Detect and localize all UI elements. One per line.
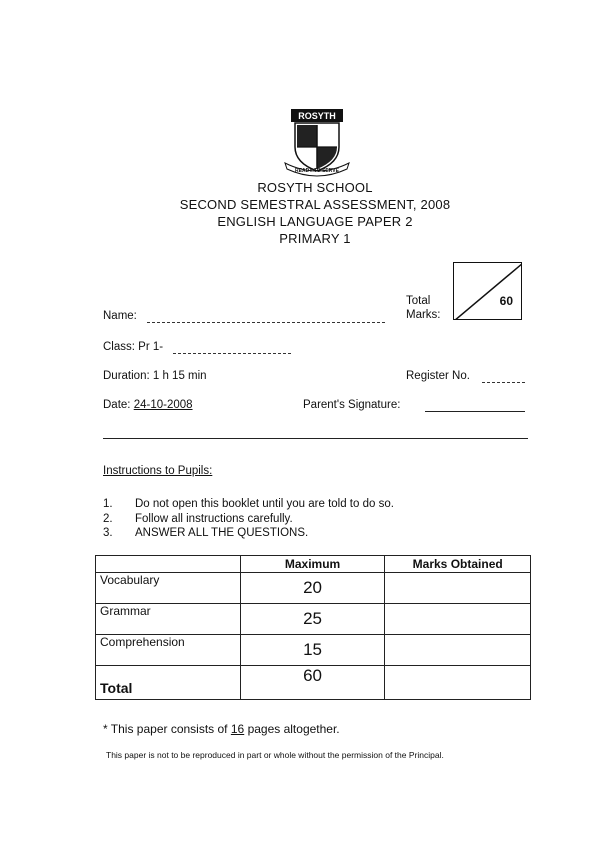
name-field-line[interactable]: [147, 322, 385, 323]
table-header-cell: [96, 556, 241, 573]
instruction-item: 1. Do not open this booklet until you are told to do so.: [103, 498, 394, 510]
copyright-notice: This paper is not to be reproduced in part or whole without the permission of the Principal.: [106, 750, 444, 760]
register-label: Register No.: [406, 370, 470, 382]
separator-line: [103, 438, 528, 439]
section-name: Vocabulary: [96, 573, 241, 604]
duration-text: Duration: 1 h 15 min: [103, 370, 207, 382]
school-crest-logo: [283, 107, 351, 177]
section-name: Grammar: [96, 604, 241, 635]
svg-text:READY TO SERVE: READY TO SERVE: [295, 168, 339, 174]
table-row: [96, 604, 531, 635]
date-value: 24-10-2008: [133, 399, 193, 411]
section-obtained[interactable]: [385, 573, 531, 604]
instructions-list: [103, 497, 394, 541]
level-title: PRIMARY 1: [279, 231, 351, 246]
class-field-line[interactable]: [173, 353, 291, 354]
section-max: 25: [240, 604, 385, 635]
table-row: [96, 635, 531, 666]
total-marks-value: 60: [499, 294, 513, 308]
class-label: Class: Pr 1-: [103, 341, 164, 353]
instruction-item: 2. Follow all instructions carefully.: [103, 512, 293, 525]
section-obtained[interactable]: [385, 604, 531, 635]
section-max: 15: [240, 635, 385, 666]
instruction-item: 3. ANSWER ALL THE QUESTIONS.: [103, 527, 309, 539]
table-header-cell: Maximum: [240, 556, 385, 573]
total-marks-box: [453, 262, 522, 320]
signature-label: Parent's Signature:: [303, 399, 401, 411]
instructions-heading: Instructions to Pupils:: [103, 465, 213, 477]
paper-title: ENGLISH LANGUAGE PAPER 2: [217, 214, 413, 229]
total-label: Total: [406, 295, 431, 307]
section-max: 20: [240, 573, 385, 604]
date-text: Date: 24-10-2008: [103, 399, 193, 411]
table-row: [96, 573, 531, 604]
section-obtained[interactable]: [385, 635, 531, 666]
total-row-max: 60: [240, 666, 385, 700]
signature-field-line[interactable]: [425, 411, 525, 412]
marks-label: Marks:: [406, 309, 441, 321]
duration-value: 1 h 15 min: [152, 370, 207, 382]
school-name: ROSYTH SCHOOL: [257, 180, 373, 195]
register-field-line[interactable]: [482, 382, 525, 383]
svg-text:ROSYTH: ROSYTH: [298, 111, 336, 121]
pages-count: 16: [230, 722, 245, 736]
marks-table: [95, 555, 531, 700]
table-header-row: [96, 556, 531, 573]
total-row-label: Total: [96, 666, 241, 700]
total-row-obtained[interactable]: [385, 666, 531, 700]
assessment-title: SECOND SEMESTRAL ASSESSMENT, 2008: [179, 197, 451, 212]
name-label: Name:: [103, 310, 137, 322]
table-row-total: [96, 666, 531, 700]
pages-note: * This paper consists of 16 pages altogether.: [103, 722, 340, 736]
section-name: Comprehension: [96, 635, 241, 666]
table-header-cell: Marks Obtained: [385, 556, 531, 573]
class-value: Pr 1-: [138, 341, 164, 353]
